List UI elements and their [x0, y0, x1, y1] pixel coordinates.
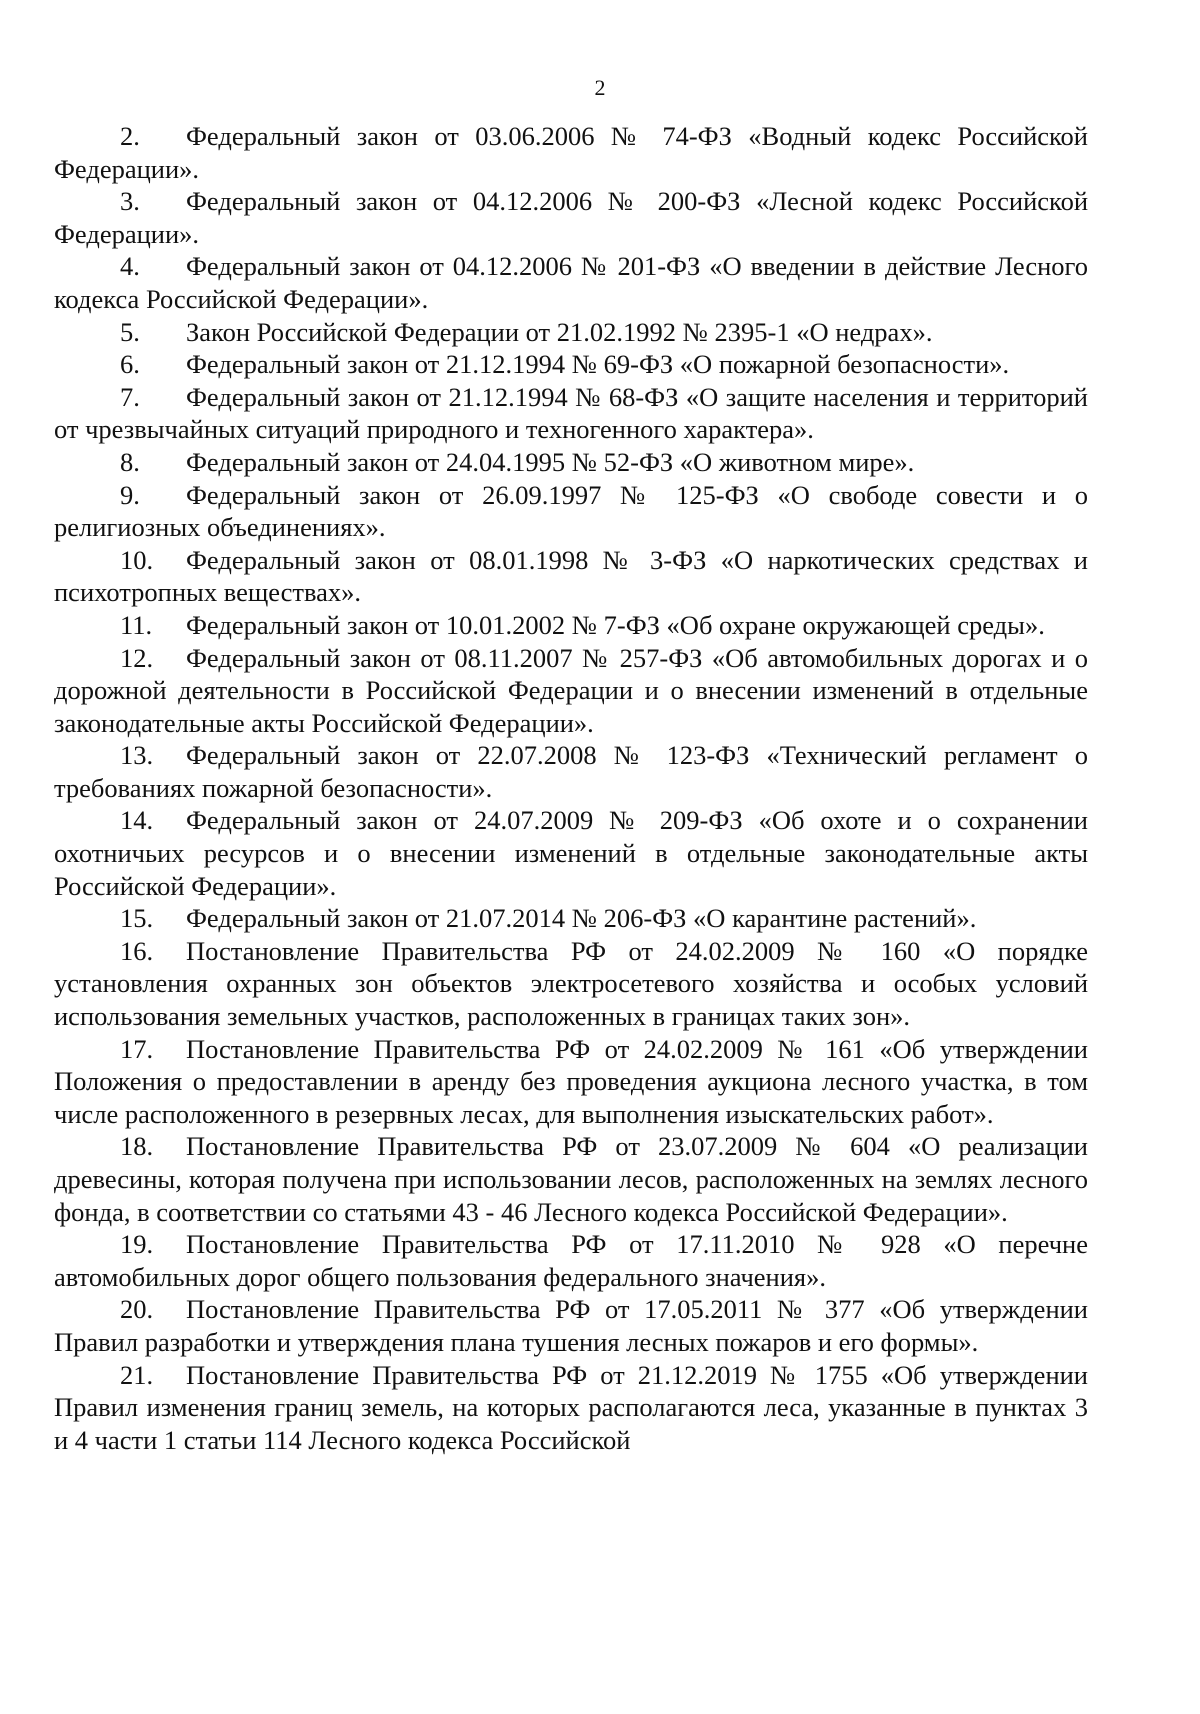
list-item	[54, 316, 1088, 349]
item-number: 12.	[120, 642, 154, 673]
item-text: Федеральный закон от 08.11.2007 № 257-ФЗ «Об автомобильных дорогах и о дорожной деятельности в Российской Федерации и о внесении изменений в отдельные законодательные акты Российской Федерации».	[54, 642, 1088, 738]
item-number: 19.	[120, 1229, 154, 1260]
item-text: Постановление Правительства РФ от 17.11.2010 № 928 «О перечне автомобильных дорог общего пользования федерального значения».	[54, 1229, 1088, 1292]
list-item	[54, 902, 1088, 935]
item-number: 10.	[120, 544, 154, 575]
item-number: 14.	[120, 805, 154, 836]
item-number: 9.	[120, 479, 140, 510]
list-item	[54, 479, 1088, 544]
list-item	[54, 804, 1088, 902]
item-number: 8.	[120, 446, 140, 477]
legal-acts-list	[54, 120, 1088, 1456]
list-item	[54, 609, 1088, 642]
item-number: 7.	[120, 381, 140, 412]
list-item	[54, 250, 1088, 315]
list-item	[54, 381, 1088, 446]
item-text: Постановление Правительства РФ от 21.12.2019 № 1755 «Об утверждении Правил изменения границ земель, на которых располагаются леса, указанные в пунктах 3 и 4 части 1 статьи 114 Лесного кодекса Российской	[54, 1359, 1088, 1455]
item-number: 17.	[120, 1033, 154, 1064]
item-text: Федеральный закон от 21.07.2014 № 206-ФЗ «О карантине растений».	[186, 903, 977, 934]
list-item	[54, 935, 1088, 1033]
item-text: Федеральный закон от 03.06.2006 № 74-ФЗ «Водный кодекс Российской Федерации».	[54, 121, 1088, 184]
item-text: Постановление Правительства РФ от 17.05.2011 № 377 «Об утверждении Правил разработки и утверждения плана тушения лесных пожаров и его формы».	[54, 1294, 1088, 1357]
list-item	[54, 120, 1088, 185]
item-number: 15.	[120, 903, 154, 934]
item-number: 21.	[120, 1359, 154, 1390]
item-text: Федеральный закон от 21.12.1994 № 69-ФЗ «О пожарной безопасности».	[186, 349, 1010, 380]
list-item	[54, 1228, 1088, 1293]
item-text: Федеральный закон от 22.07.2008 № 123-ФЗ «Технический регламент о требованиях пожарной безопасности».	[54, 740, 1088, 803]
list-item	[54, 1293, 1088, 1358]
item-number: 4.	[120, 251, 140, 282]
item-number: 2.	[120, 121, 140, 151]
item-number: 13.	[120, 740, 154, 771]
item-text: Постановление Правительства РФ от 24.02.2009 № 160 «О порядке установления охранных зон объектов электросетевого хозяйства и особых условий использования земельных участков, расположенных в границах таких зон».	[54, 935, 1088, 1032]
item-text: Федеральный закон от 08.01.1998 № 3-ФЗ «О наркотических средствах и психотропных веществах».	[54, 544, 1088, 608]
item-text: Федеральный закон от 21.12.1994 № 68-ФЗ «О защите населения и территорий от чрезвычайных ситуаций природного и техногенного характера».	[54, 381, 1088, 445]
list-item	[54, 185, 1088, 250]
item-text: Федеральный закон от 24.04.1995 № 52-ФЗ «О животном мире».	[186, 446, 915, 477]
item-text: Постановление Правительства РФ от 23.07.2009 № 604 «О реализации древесины, которая получена при использовании лесов, расположенных на землях лесного фонда, в соответствии со статьями 43 - 46 Лесного кодекса Российской Федерации».	[54, 1131, 1088, 1227]
list-item	[54, 544, 1088, 609]
list-item	[54, 642, 1088, 740]
item-text: Федеральный закон от 26.09.1997 № 125-ФЗ «О свободе совести и о религиозных объединениях».	[54, 479, 1088, 543]
page-number: 2	[594, 75, 606, 100]
item-number: 6.	[120, 349, 140, 380]
item-number: 11.	[120, 609, 153, 640]
item-text: Закон Российской Федерации от 21.02.1992 № 2395-1 «О недрах».	[186, 316, 933, 347]
list-item	[54, 348, 1088, 381]
item-number: 18.	[120, 1131, 154, 1162]
item-number: 20.	[120, 1294, 154, 1325]
list-item	[54, 446, 1088, 479]
item-text: Федеральный закон от 24.07.2009 № 209-ФЗ «Об охоте и о сохранении охотничьих ресурсов и о внесении изменений в отдельные законодательные акты Российской Федерации».	[54, 805, 1088, 901]
item-number: 3.	[120, 186, 140, 217]
item-number: 5.	[120, 316, 140, 347]
list-item	[54, 1033, 1088, 1131]
item-number: 16.	[120, 935, 154, 966]
list-item	[54, 1130, 1088, 1228]
item-text: Федеральный закон от 10.01.2002 № 7-ФЗ «Об охране окружающей среды».	[186, 609, 1045, 640]
item-text: Федеральный закон от 04.12.2006 № 200-ФЗ «Лесной кодекс Российской Федерации».	[54, 186, 1088, 249]
list-item	[54, 1359, 1088, 1457]
item-text: Федеральный закон от 04.12.2006 № 201-ФЗ «О введении в действие Лесного кодекса Российской Федерации».	[54, 251, 1088, 314]
item-text: Постановление Правительства РФ от 24.02.2009 № 161 «Об утверждении Положения о предоставлении в аренду без проведения аукциона лесного участка, в том числе расположенного в резервных лесах, для выполнения изыскательских работ».	[54, 1033, 1088, 1129]
list-item	[54, 739, 1088, 804]
